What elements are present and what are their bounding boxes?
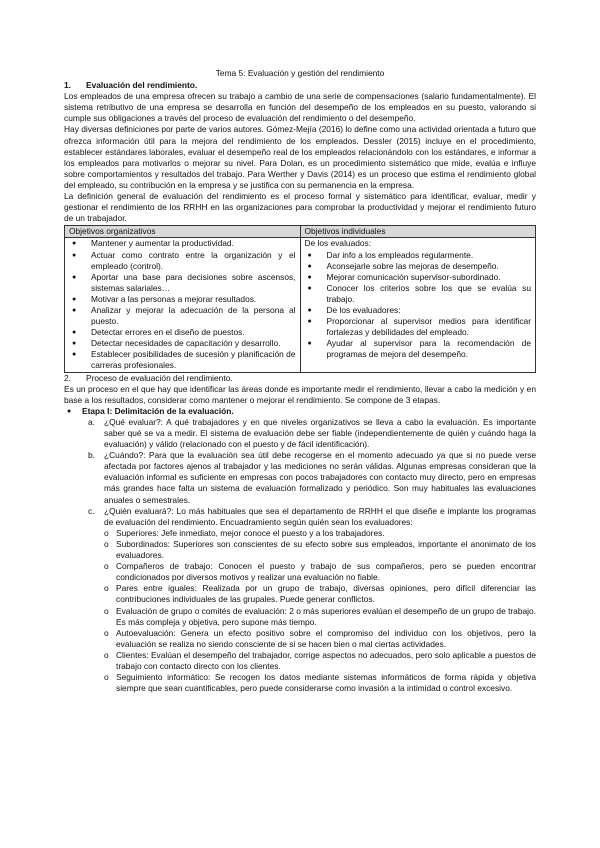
etapa-heading: ● Etapa I: Delimitación de la evaluación. [64,406,536,417]
list-item: ● Mejorar comunicación supervisor-subordinado. [305,272,532,283]
ind-intro: De los evaluados: [304,238,372,249]
sub-item-text: ¿Qué evaluar?: A qué trabajadores y en que niveles organizativos se lleva a cabo la evaluación. Es importante saber qué se va a medir. El sistema de evaluación debe ser fiable (independientemente de quién y cuándo haga la evaluación) y válido (relacionado con el puesto y de fácil identificación). [104,416,536,450]
sub-item-a [64,417,536,450]
paragraph: La definición general de evaluación del rendimiento es el proceso formal y sistemático para identificar, evaluar, medir y gestionar el rendimiento de los RRHH en las organizaciones para comprobar la productividad y mejorar el rendimiento futuro de un trabajador. [64,191,536,224]
list-item: ● Detectar errores en el diseño de puestos. [69,327,296,338]
list-item: ● Dar info a los empleados regularmente. [305,250,532,261]
section-number: 1. [64,80,71,91]
sub-item-marker: c. [88,505,95,516]
evaluator-list [64,528,536,694]
list-item: o Seguimiento informático: Se recogen los datos mediante sistemas informáticos de forma rápida y objetiva siempre que sean cuantificables, pero puede considerarse como invasión a la intimidad o control excesivo. [104,672,536,694]
ind-objectives-cell [300,238,536,372]
list-item: o Superiores: Jefe inmediato, mejor conoce el puesto y a los trabajadores. [104,528,536,539]
table-header-row [65,226,536,238]
list-item: o Autoevaluación: Genera un efecto positivo sobre el compromiso del individuo con los objetivos, pero la evaluación se realiza no siendo consciente de si se hacen bien o mal ciertas actividades. [104,628,536,650]
paragraph: Es un proceso en el que hay que identificar las áreas donde es importante medir el rendimiento, llevar a cabo la medición y en base a los resultados, considerar como mantener o mejorar el rendimiento. Se compone de 3 etapas. [64,383,536,405]
list-item: ● Aportar una base para decisiones sobre ascensos, sistemas salariales… [69,272,296,294]
list-item: o Subordinados: Superiores son conscientes de su efecto sobre sus empleados, importante el anonimato de los evaluadores. [104,539,536,561]
sub-item-c [64,506,536,528]
ind-objectives-list [305,250,532,361]
sub-item-text: ¿Quién evaluará?: Lo más habituales que sea el departamento de RRHH el que diseñe e implante los programas de evaluación del rendimiento. Encuadramiento según quién sean los evaluadores: [104,505,536,527]
list-item: o Compañeros de trabajo: Conocen el puesto y trabajo de sus compañeros, pero se pueden encontrar condicionados por diversos motivos y realizar una evaluación no fiable. [104,561,536,583]
section-title: Proceso de evaluación del rendimiento. [86,372,233,383]
document-title: Tema 5: Evaluación y gestión del rendimiento [215,68,385,78]
list-item: ● Analizar y mejorar la adecuación de la persona al puesto. [69,305,296,327]
sub-item-text: ¿Cuándo?: Para que la evaluación sea útil debe recogerse en el momento adecuado ya que si no puede verse afectada por factores ajenos al trabajador y las mediciones no serán válidas. Algunas empresas consideran que la evaluación informal es suficiente en empresas con pocos trabajadores con contacto muy directo, pero en empresas más grandes hace falta un sistema de evaluación formalizado y periódico. Son muy habituales las evaluaciones anuales o semestrales. [104,450,536,505]
section-title: Evaluación del rendimiento. [86,80,198,91]
list-item: ● Aconsejarle sobre las mejoras de desempeño. [305,261,532,272]
list-item: ● Motivar a las personas a mejorar resultados. [69,294,296,305]
paragraph: Hay diversas definiciones por parte de varios autores. Gómez-Mejía (2016) lo define como una actividad orientada a futuro que ofrezca información útil para la mejora del rendimiento de los empleados. Dessler (2015) incluye en el procedimiento, establecer estándares laborales, evaluar el desempeño real de los empleados relacionándolo con los estándares, e informar a los empleados para motivarlos o mejorar su nivel. Para Dolan, es un procedimiento sistemático que mide, evalúa e influye sobre comportamientos y resultados del trabajo. Para Werther y Davis (2014) es un proceso que estima el rendimiento global del empleado, su contribución en la empresa y se justifica con su permanencia en la empresa. [64,124,536,190]
list-item: ● De los evaluadores: [305,305,532,316]
section-1-heading [64,80,536,91]
list-item: o Evaluación de grupo o comités de evaluación: 2 o más superiores evalúan el desempeño de un grupo de trabajo. Es más compleja y objetiva, pero supone más tiempo. [104,606,536,628]
table-header-org: Objetivos organizativos [65,226,301,238]
org-objectives-list [69,238,296,371]
sub-item-b [64,450,536,505]
list-item: ● Establecer posibilidades de sucesión y planificación de carreras profesionales. [69,349,296,371]
org-objectives-cell [65,238,301,372]
list-item: o Clientes: Evalúan el desempeño del trabajador, corrige aspectos no adecuados, pero solo aplicable a puestos de trabajo con contacto directo con los clientes. [104,650,536,672]
list-item: ● Mantener y aumentar la productividad. [69,238,296,249]
sub-item-marker: b. [88,450,95,461]
list-item: ● Proporcionar al supervisor medios para identificar fortalezas y debilidades del empleado. [305,316,532,338]
list-item: ● Detectar necesidades de capacitación y desarrollo. [69,338,296,349]
table-header-ind: Objetivos individuales [300,226,536,238]
paragraph: Los empleados de una empresa ofrecen su trabajo a cambio de una serie de compensaciones (salario fundamentalmente). El sistema retributivo de una empresa se desarrolla en función del desempeño de los empleados en su puesto, valorando si cumple sus obligaciones a través del proceso de evaluación del rendimiento o del desempeño. [64,91,536,124]
list-item: ● Actuar como contrato entre la organización y el empleado (control). [69,250,296,272]
list-item: ● Conocer los criterios sobre los que se evalúa su trabajo. [305,283,532,305]
table-row [65,238,536,372]
sub-item-marker: a. [88,416,95,427]
list-item: o Pares entre iguales: Realizada por un grupo de trabajo, diversas opiniones, pero difícil diferenciar las contribuciones individuales de las grupales. Puede generar conflictos. [104,583,536,605]
list-item: ● Ayudar al supervisor para la recomendación de programas de mejora del desempeño. [305,338,532,360]
objectives-table [64,225,536,372]
section-number: 2. [64,372,71,383]
section-2-heading [64,373,536,384]
